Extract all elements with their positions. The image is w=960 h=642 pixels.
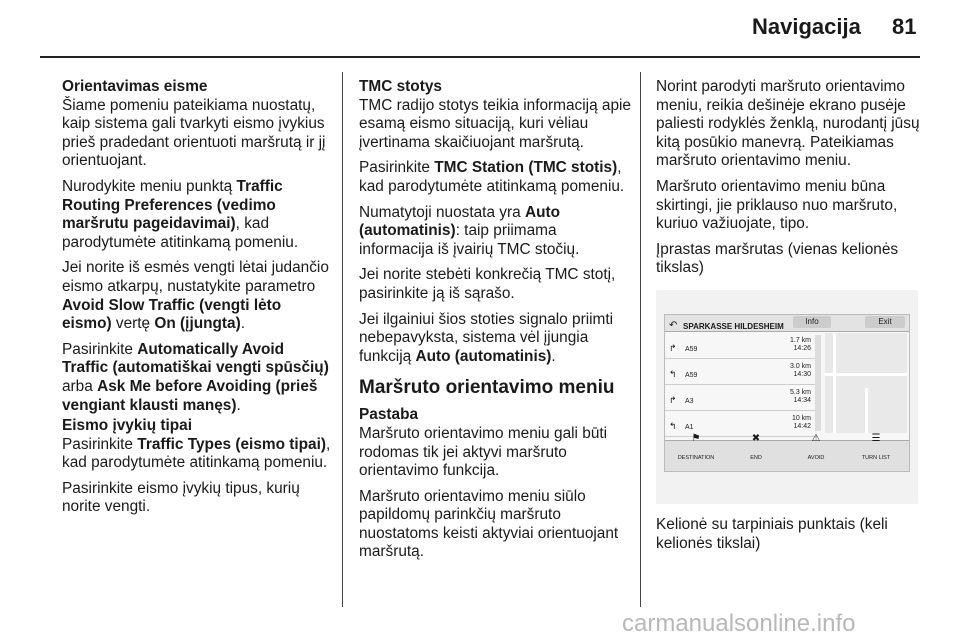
note-text: Maršruto orientavimo meniu gali būti rodomas tik jei aktyvi maršruto orientavimo funkcija.: [359, 424, 608, 480]
distance-time: 10 km 14:42: [791, 414, 811, 430]
road-name: A3: [685, 397, 694, 405]
nav-top-bar: [665, 315, 909, 332]
turn-arrow-icon: ↰: [669, 368, 677, 379]
turn-arrow-icon: ↰: [669, 420, 677, 431]
figure-caption: Kelionė su tarpiniais punktais (keli kelionės tikslai): [656, 515, 888, 552]
watermark: carmanualsonline.info: [622, 610, 856, 637]
column-2: [359, 78, 633, 569]
paragraph: Pasirinkite eismo įvykių tipus, kurių norite vengti.: [62, 479, 300, 516]
section-heading: Eismo įvykių tipai: [62, 417, 193, 435]
note-title: Pastaba: [359, 406, 419, 424]
page-number: 81: [892, 14, 917, 39]
menu-term: Auto (automatinis): [359, 203, 560, 240]
traffic-routing-section: [62, 78, 334, 171]
avoid-icon: ⚠: [811, 432, 821, 444]
flag-icon: ⚑: [691, 432, 701, 444]
route-guidance-screenshot: [656, 290, 918, 504]
menu-term: Traffic Types (eismo tipai): [137, 435, 327, 453]
paragraph: Maršruto orientavimo meniu būna skirtingi, jie priklauso nuo maršruto, kuriuo važiuojate, tipo.: [656, 177, 898, 233]
distance-time: 1.7 km 14:26: [789, 336, 811, 352]
turn-arrow-icon: ↱: [669, 394, 677, 405]
paragraph: Įprastas maršrutas (vienas kelionės tikslas): [656, 240, 899, 277]
paragraph: Jei ilgainiui šios stoties signalo priimti nebepavyksta, sistema vėl įjungia funkciją Auto (automatinis).: [359, 310, 614, 365]
paragraph: TMC radijo stotys teikia informaciją apie esamą eismo situaciją, kuri vėliau įvertinama skaičiuojant maršrutą.: [359, 96, 631, 151]
paragraph: Maršruto orientavimo meniu siūlo papildomų parinkčių maršruto nuostatoms keisti aktyviai orientuojant maršrutą.: [359, 487, 619, 561]
column-3: [656, 78, 924, 560]
section-heading: Maršruto orientavimo meniu: [359, 377, 615, 399]
list-scrollbar: [815, 335, 821, 431]
paragraph: Pasirinkite Automatically Avoid Traffic (automatiškai vengti spūsčių) arba Ask Me before Avoiding (prieš vengiant klausti manęs).: [62, 340, 329, 414]
map-road: [825, 373, 907, 376]
turn-row: [665, 359, 815, 385]
menu-term: TMC Station (TMC stotis): [434, 159, 618, 177]
list-icon: ☰: [871, 432, 881, 444]
info-button: Info: [793, 316, 831, 328]
column-1: [62, 78, 334, 524]
map-preview: [825, 333, 907, 433]
menu-term: Traffic Routing Preferences (vedimo maršrutu pageidavimai): [62, 177, 283, 233]
paragraph: Pasirinkite TMC Station (TMC stotis), kad parodytumėte atitinkamą pomeniu.: [359, 159, 625, 195]
destination-label: SPARKASSE HILDESHEIM: [683, 321, 784, 331]
header-title: Navigacija: [752, 14, 861, 39]
paragraph: Numatytoji nuostata yra Auto (automatinis): taip priimama informacija iš įvairių TMC stočių.: [359, 203, 580, 258]
end-button: ✖ END: [731, 430, 781, 468]
road-name: A59: [685, 345, 698, 353]
paragraph: Šiame pomeniu pateikiama nuostatų, kaip sistema gali tvarkyti eismo įvykius prieš pradedant orientuoti maršrutą ir jį orientuojant.: [62, 96, 326, 170]
column-divider-1: [342, 72, 343, 607]
map-road: [833, 333, 836, 433]
column-divider-2: [640, 72, 641, 607]
tmc-section: [359, 78, 633, 152]
turn-row: [665, 385, 815, 411]
end-flag-icon: ✖: [751, 432, 761, 444]
road-name: A59: [685, 371, 698, 379]
menu-term: Avoid Slow Traffic (vengti lėto eismo): [62, 296, 282, 333]
menu-term: Automatically Avoid Traffic (automatiškai vengti spūsčių): [62, 340, 329, 377]
paragraph: Jei norite stebėti konkrečią TMC stotį, pasirinkite ją iš sąrašo.: [359, 266, 616, 302]
note-box: [359, 406, 633, 480]
destination-button: ⚑ DESTINATION: [671, 430, 721, 468]
nav-screen: [664, 314, 910, 472]
section-heading: Orientavimas eisme: [62, 78, 208, 95]
header-rule: [40, 56, 920, 58]
turn-list-button: ☰ TURN LIST: [851, 430, 901, 468]
menu-term: Auto (automatinis): [415, 347, 552, 365]
turn-list: [665, 333, 815, 437]
exit-button: Exit: [865, 316, 905, 328]
turn-arrow-icon: ↱: [669, 342, 677, 353]
back-arrow-icon: ↶: [669, 319, 678, 331]
road-name: A1: [685, 423, 694, 431]
paragraph: Norint parodyti maršruto orientavimo meniu, reikia dešinėje ekrano pusėje paliesti rodyklės ženklą, nurodantį jūsų kitą posūkio manevrą. Pateikiamas maršruto orientavimo meniu.: [656, 78, 920, 170]
map-road: [865, 388, 868, 433]
menu-term: On (įjungta): [154, 315, 241, 333]
distance-time: 3.0 km 14:30: [789, 362, 811, 378]
section-heading: TMC stotys: [359, 78, 442, 95]
nav-bottom-bar: [665, 432, 909, 471]
distance-time: 5.3 km 14:34: [789, 388, 811, 404]
paragraph: Nurodykite meniu punktą Traffic Routing Preferences (vedimo maršrutu pageidavimai), kad parodytumėte atitinkamą pomeniu.: [62, 177, 299, 251]
avoid-button: ⚠ AVOID: [791, 430, 841, 468]
menu-term: Ask Me before Avoiding (prieš vengiant klausti manęs): [62, 377, 318, 414]
turn-row: [665, 333, 815, 359]
traffic-types-section: Eismo įvykių tipai Pasirinkite Traffic Types (eismo tipai), kad parodytumėte atitinkamą pomeniu.: [62, 417, 334, 473]
paragraph: Jei norite iš esmės vengti lėtai judančio eismo atkarpų, nustatykite parametro Avoid Slow Traffic (vengti lėto eismo) vertę On (įjungta).: [62, 259, 329, 333]
